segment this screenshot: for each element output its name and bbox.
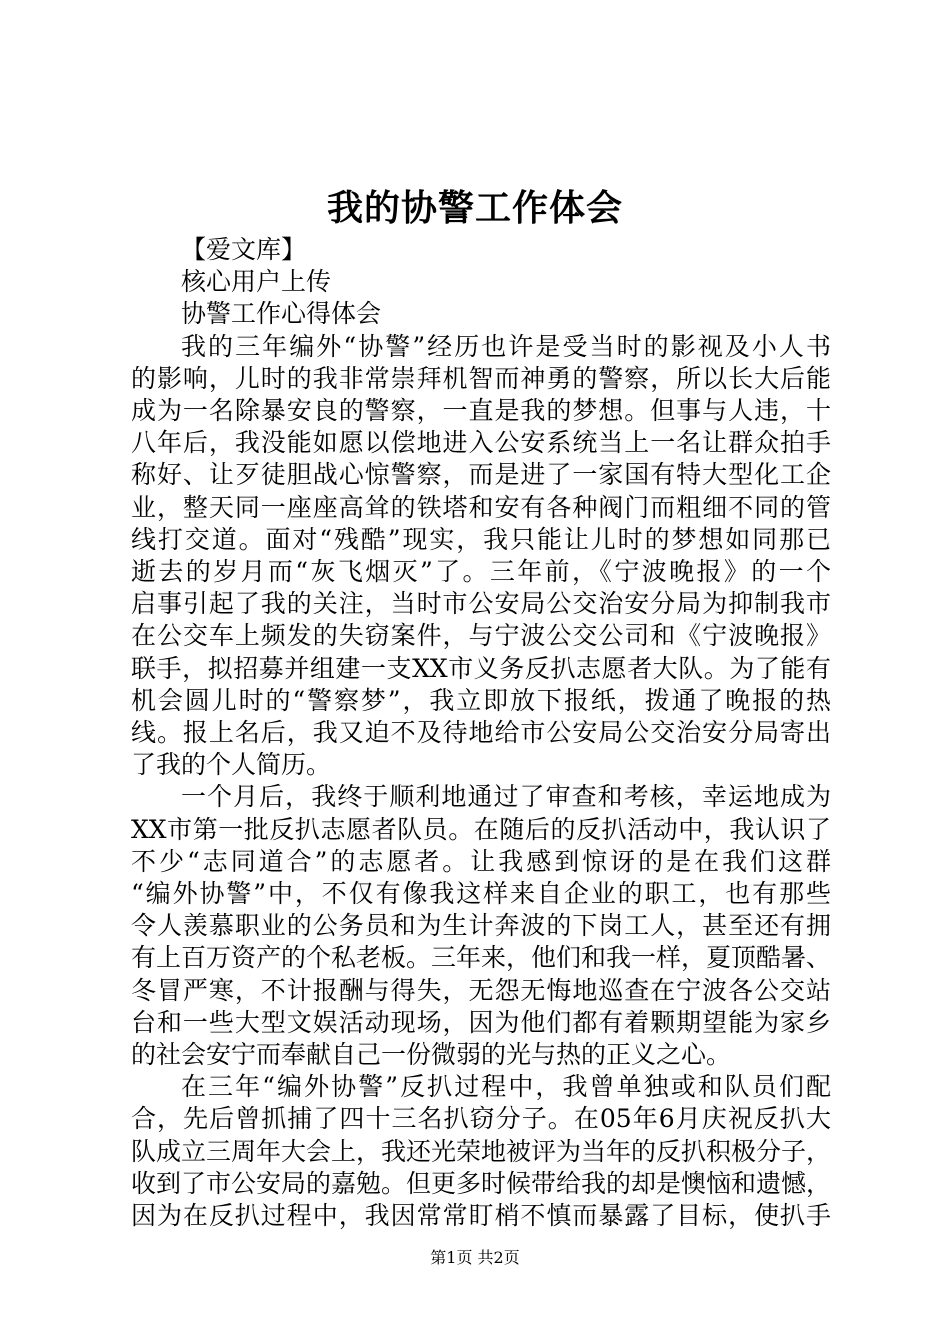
- text-line: 的影响，儿时的我非常崇拜机智而神勇的警察，所以长大后能: [131, 363, 831, 393]
- text-line: 在三年“编外协警”反扒过程中，我曾单独或和队员们配: [181, 1072, 831, 1102]
- text-line: 启事引起了我的关注，当时市公安局公交治安分局为抑制我市: [131, 589, 831, 619]
- text-line: 有上百万资产的个私老板。三年来，他们和我一样，夏顶酷暑、: [131, 943, 831, 973]
- text-line: 收到了市公安局的嘉勉。但更多时候带给我的却是懊恼和遗憾，: [131, 1168, 831, 1198]
- text-line: “编外协警”中，不仅有像我这样来自企业的职工，也有那些: [131, 879, 831, 909]
- paragraph-1: [131, 331, 831, 782]
- text-line: 我的三年编外“协警”经历也许是受当时的影视及小人书: [181, 331, 831, 361]
- document-title: 我的协警工作体会: [326, 187, 623, 229]
- text-line: 业，整天同一座座高耸的铁塔和安有各种阀门而粗细不同的管: [131, 492, 831, 522]
- text-line: 队成立三周年大会上，我还光荣地被评为当年的反扒积极分子，: [131, 1136, 831, 1166]
- text-line: 合，先后曾抓捕了四十三名扒窃分子。在05年6月庆祝反扒大: [131, 1104, 831, 1134]
- paragraph-2: [131, 781, 831, 1071]
- text-line: 台和一些大型文娱活动现场，因为他们都有着颗期望能为家乡: [131, 1007, 831, 1037]
- text-line: XX市第一批反扒志愿者队员。在随后的反扒活动中，我认识了: [131, 814, 831, 844]
- subtitle: 协警工作心得体会: [181, 299, 382, 329]
- document-body: [131, 234, 831, 1232]
- uploader-note: 核心用户上传: [181, 267, 332, 297]
- paragraph-3: [131, 1071, 831, 1232]
- text-line: 令人羡慕职业的公务员和为生计奔波的下岗工人，甚至还有拥: [131, 911, 831, 941]
- text-line: 线打交道。面对“残酷”现实，我只能让儿时的梦想如同那已: [131, 524, 831, 554]
- page-footer: 第1页 共2页: [430, 1248, 520, 1267]
- text-line: 在公交车上频发的失窃案件，与宁波公交公司和《宁波晚报》: [131, 621, 831, 651]
- text-line: 机会圆儿时的“警察梦”，我立即放下报纸，拨通了晚报的热: [131, 685, 831, 715]
- text-line: 的社会安宁而奉献自己一份微弱的光与热的正义之心。: [131, 1040, 732, 1070]
- source-label: 【爱文库】: [181, 235, 307, 264]
- text-line: 冬冒严寒，不计报酬与得失，无怨无悔地巡查在宁波各公交站: [131, 975, 831, 1005]
- text-line: 联手，拟招募并组建一支XX市义务反扒志愿者大队。为了能有: [131, 653, 831, 683]
- text-line: 线。报上名后，我又迫不及待地给市公安局公交治安分局寄出: [131, 718, 831, 748]
- text-line: 八年后，我没能如愿以偿地进入公安系统当上一名让群众拍手: [131, 428, 831, 458]
- text-line: 因为在反扒过程中，我因常常盯梢不慎而暴露了目标，使扒手: [131, 1201, 831, 1231]
- text-line: 不少“志同道合”的志愿者。让我感到惊讶的是在我们这群: [131, 846, 831, 876]
- text-line: 称好、让歹徒胆战心惊警察，而是进了一家国有特大型化工企: [131, 460, 831, 490]
- text-line: 一个月后，我终于顺利地通过了审查和考核，幸运地成为: [181, 782, 831, 812]
- text-line: 逝去的岁月而“灰飞烟灭”了。三年前，《宁波晚报》的一个: [131, 557, 831, 587]
- text-line: 了我的个人简历。: [131, 750, 332, 780]
- text-line: 成为一名除暴安良的警察，一直是我的梦想。但事与人违，十: [131, 396, 831, 426]
